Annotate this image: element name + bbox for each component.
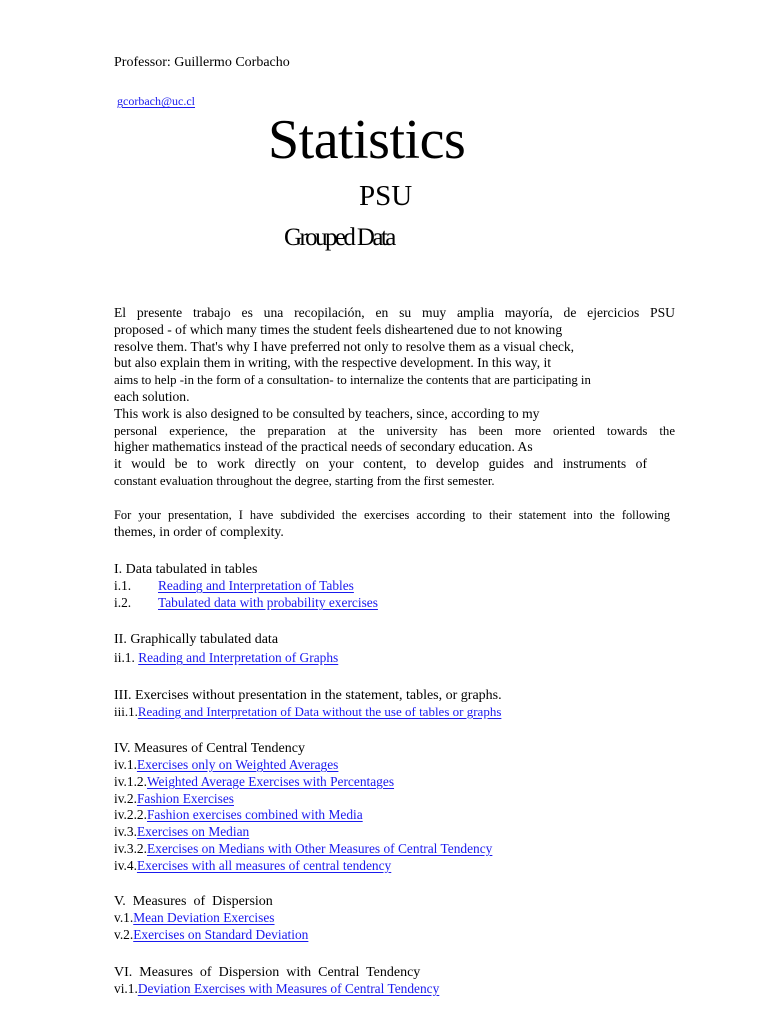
topic-link[interactable]: Fashion Exercises xyxy=(136,790,234,806)
professor-name: Professor: Guillermo Corbacho xyxy=(114,55,290,70)
section-heading: II. Graphically tabulated data xyxy=(114,632,279,647)
list-item xyxy=(114,927,329,944)
intro-line: resolve them. That's why I have preferred not only to resolve them as a visual check, xyxy=(114,338,575,354)
section-central-tendency xyxy=(114,740,492,875)
section-without-presentation xyxy=(114,687,502,721)
document-tagline: Grouped Data xyxy=(284,224,394,251)
list-item xyxy=(114,595,416,612)
item-number: iv.3.2. xyxy=(114,840,147,856)
section-graphically-tabulated xyxy=(114,631,348,667)
list-item xyxy=(114,910,329,927)
topic-link[interactable]: Exercises on Standard Deviation xyxy=(133,926,309,942)
list-item xyxy=(114,757,492,774)
item-number: v.1. xyxy=(114,910,134,925)
presentation-line: themes, in order of complexity. xyxy=(114,523,284,539)
list-item xyxy=(114,824,492,841)
topic-link[interactable]: Exercises on Median xyxy=(136,824,250,840)
presentation-paragraph xyxy=(114,507,670,541)
topic-link[interactable]: Tabulated data with probability exercises xyxy=(158,594,378,610)
item-number: i.2. xyxy=(114,594,132,610)
topic-link[interactable]: Exercises only on Weighted Averages xyxy=(136,757,339,772)
item-number: iii.1. xyxy=(114,704,138,719)
topic-link[interactable]: Reading and Interpretation of Graphs xyxy=(138,650,339,665)
list-item xyxy=(114,774,492,791)
section-data-tabulated xyxy=(114,561,416,612)
intro-line: aims to help -in the form of a consultation- to internalize the contents that are participating in xyxy=(114,373,591,388)
list-item xyxy=(114,841,492,858)
section-heading: VI. Measures of Dispersion with Central Tendency xyxy=(114,965,421,980)
item-number: vi.1. xyxy=(114,981,138,996)
item-number: iv.2.2. xyxy=(114,807,147,823)
list-item xyxy=(114,807,492,824)
item-number: i.1. xyxy=(114,578,132,593)
intro-line: El presente trabajo es una recopilación, en su muy amplia mayoría, de ejercicios PSU xyxy=(114,305,675,320)
item-number: v.2. xyxy=(114,926,134,942)
intro-line: proposed - of which many times the student feels disheartened due to not knowing xyxy=(114,321,563,337)
list-item xyxy=(114,578,416,595)
document-subtitle: PSU xyxy=(359,180,413,212)
item-number: iv.4. xyxy=(114,857,137,873)
intro-line: it would be to work directly on your content, to develop guides and instruments of xyxy=(114,456,647,472)
item-number: iv.1.2. xyxy=(114,773,147,789)
intro-paragraph xyxy=(114,305,675,490)
intro-line: higher mathematics instead of the practical needs of secondary education. As xyxy=(114,439,533,455)
topic-link[interactable]: Fashion exercises combined with Media xyxy=(146,807,363,823)
intro-line: but also explain them in writing, with the respective development. In this way, it xyxy=(114,355,552,371)
list-item xyxy=(114,650,348,667)
intro-line: each solution. xyxy=(114,388,190,404)
item-number: iv.1. xyxy=(114,757,137,772)
list-item xyxy=(114,791,492,808)
email-link[interactable]: gcorbach@uc.cl xyxy=(117,94,196,108)
list-item xyxy=(114,981,479,998)
section-heading: V. Measures of Dispersion xyxy=(114,894,273,909)
topic-link[interactable]: Exercises on Medians with Other Measures of Central Tendency xyxy=(146,840,493,856)
section-heading: III. Exercises without presentation in the statement, tables, or graphs. xyxy=(114,688,502,703)
section-dispersion-central xyxy=(114,964,479,998)
intro-line: This work is also designed to be consulted by teachers, since, according to my xyxy=(114,405,540,421)
topic-link[interactable]: Reading and Interpretation of Data without the use of tables or graphs xyxy=(137,704,502,719)
topic-link[interactable]: Mean Deviation Exercises xyxy=(133,910,275,925)
topic-link[interactable]: Weighted Average Exercises with Percentages xyxy=(146,773,395,789)
topic-link[interactable]: Reading and Interpretation of Tables xyxy=(158,578,354,593)
intro-line: personal experience, the preparation at the university has been more oriented towards the xyxy=(114,423,675,438)
section-heading: I. Data tabulated in tables xyxy=(114,562,258,577)
item-number: iv.3. xyxy=(114,824,137,840)
item-number: iv.2. xyxy=(114,790,137,806)
intro-line: constant evaluation throughout the degree, starting from the first semester. xyxy=(114,473,495,488)
section-dispersion xyxy=(114,893,329,944)
list-item xyxy=(114,858,492,875)
topic-link[interactable]: Exercises with all measures of central tendency xyxy=(136,857,392,873)
document-title: Statistics xyxy=(268,109,466,171)
presentation-line: For your presentation, I have subdivided the exercises according to their statement into the following xyxy=(114,508,670,522)
list-item xyxy=(114,704,502,721)
topic-link[interactable]: Deviation Exercises with Measures of Central Tendency xyxy=(137,981,440,996)
section-heading: IV. Measures of Central Tendency xyxy=(114,741,305,756)
item-number: ii.1. xyxy=(114,650,139,665)
